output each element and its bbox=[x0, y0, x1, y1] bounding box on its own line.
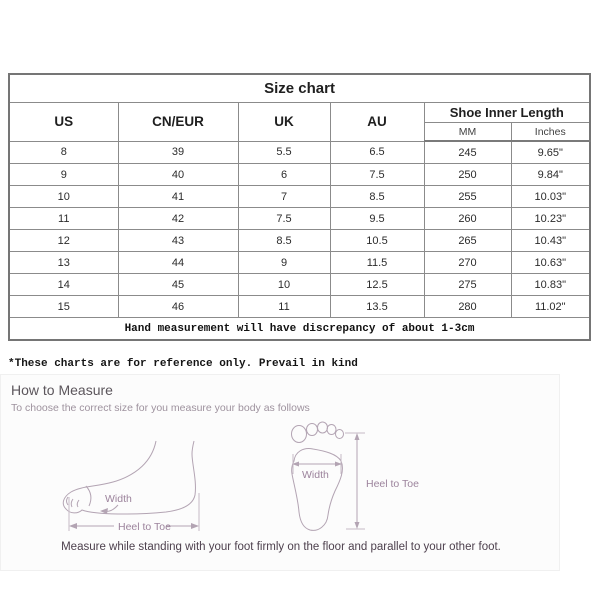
measure-diagram bbox=[1, 419, 561, 539]
column-header-cneur: CN/EUR bbox=[118, 103, 238, 142]
size-cell: 11 bbox=[238, 296, 330, 318]
size-cell: 10.5 bbox=[330, 230, 424, 252]
size-cell: 46 bbox=[118, 296, 238, 318]
size-cell: 13.5 bbox=[330, 296, 424, 318]
size-table-body bbox=[9, 141, 590, 318]
size-cell: 12.5 bbox=[330, 274, 424, 296]
size-cell: 9.5 bbox=[330, 208, 424, 230]
column-header-mm: MM bbox=[424, 123, 511, 142]
how-to-measure-card bbox=[0, 374, 560, 571]
size-cell: 10.23" bbox=[511, 208, 590, 230]
size-cell: 10 bbox=[9, 186, 118, 208]
side-heel-to-toe-label: Heel to Toe bbox=[118, 521, 171, 533]
column-header-inches: Inches bbox=[511, 123, 590, 142]
size-cell: 11.02" bbox=[511, 296, 590, 318]
size-row bbox=[9, 141, 590, 164]
size-cell: 9.65" bbox=[511, 141, 590, 164]
table-footnote-row bbox=[9, 318, 590, 341]
size-cell: 14 bbox=[9, 274, 118, 296]
size-cell: 11 bbox=[9, 208, 118, 230]
size-cell: 15 bbox=[9, 296, 118, 318]
column-header-uk: UK bbox=[238, 103, 330, 142]
size-chart-table bbox=[8, 73, 591, 341]
sole-width-label: Width bbox=[302, 469, 329, 481]
size-cell: 245 bbox=[424, 141, 511, 164]
size-cell: 41 bbox=[118, 186, 238, 208]
size-row bbox=[9, 296, 590, 318]
size-cell: 12 bbox=[9, 230, 118, 252]
size-chart-title: Size chart bbox=[9, 74, 590, 103]
how-to-measure-subheading: To choose the correct size for you measure your body as follows bbox=[11, 402, 310, 414]
size-cell: 10.43" bbox=[511, 230, 590, 252]
size-cell: 6.5 bbox=[330, 141, 424, 164]
size-cell: 10 bbox=[238, 274, 330, 296]
size-cell: 7.5 bbox=[238, 208, 330, 230]
size-row bbox=[9, 208, 590, 230]
table-header-row bbox=[9, 103, 590, 123]
size-cell: 280 bbox=[424, 296, 511, 318]
reference-note: *These charts are for reference only. Prevail in kind bbox=[8, 358, 358, 370]
size-cell: 9 bbox=[9, 164, 118, 186]
size-cell: 10.83" bbox=[511, 274, 590, 296]
size-cell: 39 bbox=[118, 141, 238, 164]
size-cell: 6 bbox=[238, 164, 330, 186]
size-cell: 43 bbox=[118, 230, 238, 252]
size-cell: 275 bbox=[424, 274, 511, 296]
size-row bbox=[9, 186, 590, 208]
size-cell: 270 bbox=[424, 252, 511, 274]
size-cell: 40 bbox=[118, 164, 238, 186]
size-cell: 9 bbox=[238, 252, 330, 274]
size-cell: 44 bbox=[118, 252, 238, 274]
size-cell: 255 bbox=[424, 186, 511, 208]
measure-instruction: Measure while standing with your foot firmly on the floor and parallel to your other foot. bbox=[61, 541, 501, 553]
size-cell: 7 bbox=[238, 186, 330, 208]
table-title-row bbox=[9, 74, 590, 103]
how-to-measure-heading: How to Measure bbox=[11, 382, 113, 398]
size-row bbox=[9, 164, 590, 186]
size-cell: 260 bbox=[424, 208, 511, 230]
size-row bbox=[9, 252, 590, 274]
size-cell: 250 bbox=[424, 164, 511, 186]
foot-side-view-diagram bbox=[63, 441, 199, 533]
size-cell: 5.5 bbox=[238, 141, 330, 164]
measurement-discrepancy-note: Hand measurement will have discrepancy of about 1-3cm bbox=[9, 318, 590, 341]
size-cell: 8 bbox=[9, 141, 118, 164]
size-cell: 10.03" bbox=[511, 186, 590, 208]
size-cell: 8.5 bbox=[330, 186, 424, 208]
size-cell: 10.63" bbox=[511, 252, 590, 274]
column-header-au: AU bbox=[330, 103, 424, 142]
size-cell: 7.5 bbox=[330, 164, 424, 186]
size-cell: 265 bbox=[424, 230, 511, 252]
size-cell: 13 bbox=[9, 252, 118, 274]
foot-sole-view-diagram bbox=[292, 422, 420, 530]
sole-heel-to-toe-label: Heel to Toe bbox=[366, 478, 419, 490]
column-header-us: US bbox=[9, 103, 118, 142]
size-cell: 8.5 bbox=[238, 230, 330, 252]
size-cell: 42 bbox=[118, 208, 238, 230]
size-cell: 45 bbox=[118, 274, 238, 296]
size-cell: 9.84" bbox=[511, 164, 590, 186]
size-row bbox=[9, 274, 590, 296]
column-group-shoe-inner-length: Shoe Inner Length bbox=[424, 103, 590, 123]
side-width-label: Width bbox=[105, 493, 132, 505]
size-cell: 11.5 bbox=[330, 252, 424, 274]
size-row bbox=[9, 230, 590, 252]
